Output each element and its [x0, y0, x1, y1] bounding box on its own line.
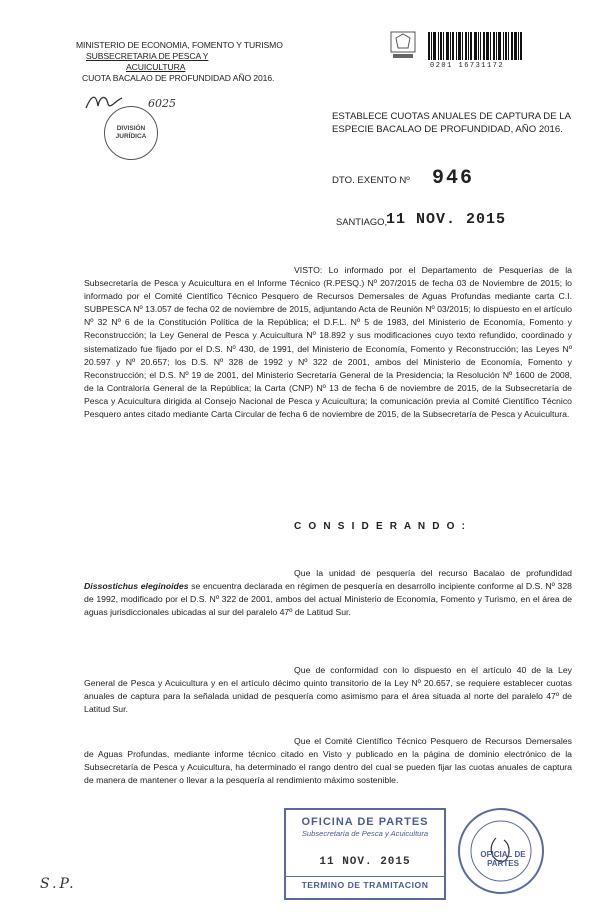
stamp-divider — [286, 876, 444, 877]
considerando-paragraph-2: Que de conformidad con lo dispuesto en el artículo 40 de la Ley General de Pesca y Acuicultura y en el artículo décimo quinto transitorio de la Ley Nº 20.657, se requiere establecer cuotas anuales de captura para la señalada unidad de pesquería como asimismo para el área situada al norte del paralelo 47º de Latitud Sur. — [84, 665, 572, 715]
handwritten-number: 6025 — [148, 97, 176, 110]
division-stamp-text: DIVISIÓN JURÍDICA — [115, 125, 147, 140]
visto-paragraph: VISTO: Lo informado por el Departamento de Pesquerías de la Subsecretaría de Pesca y Acuicultura en el Informe Técnico (R.PESQ.) Nº 207/2015 de fecha 03 de Noviembre de 2015; lo informado por el Comité Científico Técnico Pesquero de Recursos Demersales de Aguas Profundas mediante carta C.I. SUBPESCA Nº 13.057 de fecha 02 de noviembre de 2015, adjuntando Acta de Reunión Nº 03/2015; lo dispuesto en el artículo Nº 32 Nº 6 de la Constitución Política de la República; el D.F.L. Nº 5 de 1983, del Ministerio de Economía, Fomento y Reconstrucción; la Ley General de Pesca y Acuicultura Nº 18.892 y sus modificaciones cuyo texto refundido, coordinado y sistematizado fue fijado por el D.S. Nº 430, de 1991, del Ministerio de Economía, Fomento y Reconstrucción; las Leyes Nº 20.597 y Nº 20.657; los D.S. Nº 328 de 1992 y Nº 322 de 2001, ambos del Ministerio de Economía, Fomento y Reconstrucción; el D.S. Nº 19 de 2001, del Ministerio Secretaría General de la Presidencia; la Resolución Nº 1600 de 2008, de la Contraloría General de la República; la Carta (CNP) Nº 13 de fecha 6 de noviembre de 2015, de la Subsecretaría de Pesca y Acuicultura dirigida al Consejo Nacional de Pesca y Acuicultura; la comunicación previa al Comité Científico Técnico Pesquero antes citado mediante Carta Circular de fecha 6 de noviembre de 2015, de la Subsecretaría de Pesca y Acuicultura. — [84, 265, 572, 420]
reference-line: CUOTA BACALAO DE PROFUNDIDAD AÑO 2016. — [82, 73, 275, 83]
coat-of-arms-icon — [388, 30, 418, 60]
subsecretaria-line1: SUBSECRETARIA DE PESCA Y — [86, 51, 209, 61]
seal-text: OFICIAL DE PARTES — [480, 850, 526, 868]
ministry-name: MINISTERIO DE ECONOMIA, FOMENTO Y TURISMO — [76, 40, 283, 50]
barcode-label: 0201 16731172 — [430, 62, 505, 70]
considerando-paragraph-3: Que el Comité Científico Técnico Pesquero de Recursos Demersales de Aguas Profundas, mediante informe técnico citado en Visto y publicado en la página de dominio electrónico de la Subsecretaría de Pesca y Acuicultura, ha determinado el rango dentro del cual se pueden fijar las cuotas anuales de captura de manera de mantener o llevar a la pesquería al rendimiento máximo sostenible. — [84, 736, 572, 786]
title-line2: ESPECIE BACALAO DE PROFUNDIDAD, AÑO 2016. — [332, 124, 563, 135]
subsecretaria-line2: ACUICULTURA — [126, 62, 186, 72]
document-title — [332, 110, 572, 136]
decree-date: 11 NOV. 2015 — [386, 211, 507, 228]
species-name: Dissostichus eleginoides — [84, 581, 189, 592]
considerando-heading: C O N S I D E R A N D O : — [294, 521, 468, 532]
decree-label: DTO. EXENTO Nº — [332, 175, 410, 186]
stamp-date: 11 NOV. 2015 — [319, 856, 411, 868]
handwritten-initials: S.P. — [40, 876, 77, 892]
place-label: SANTIAGO, — [336, 216, 388, 227]
stamp-subtitle: Subsecretaría de Pesca y Acuicultura — [301, 829, 429, 838]
p1-end: se encuentra declarada en régimen de pesquería en desarrollo incipiente conforme al D.S. Nº 328 de 1992, modificado por el D.S. Nº 322 de 2001, ambos del actual Ministerio de Economía, Fomento y Turismo, en el área de aguas jurisdiccionales ubicadas al sur del paralelo 47º de Latitud Sur. — [84, 581, 573, 618]
oficina-partes-stamp — [284, 808, 446, 900]
division-juridica-stamp — [104, 106, 158, 160]
considerando-paragraph-1 — [84, 567, 572, 619]
logo-mark — [388, 30, 418, 60]
stamp-title: OFICINA DE PARTES — [301, 816, 429, 828]
stamp-footer: TERMINO DE TRAMITACION — [301, 880, 429, 890]
barcode — [428, 32, 544, 60]
oficial-partes-seal — [458, 808, 544, 894]
title-line1: ESTABLECE CUOTAS ANUALES DE CAPTURA DE LA — [332, 111, 572, 122]
header-block — [76, 40, 306, 84]
p1-start: Que la unidad de pesquería del recurso Bacalao de profundidad — [294, 568, 572, 578]
decree-number: 946 — [432, 167, 475, 190]
